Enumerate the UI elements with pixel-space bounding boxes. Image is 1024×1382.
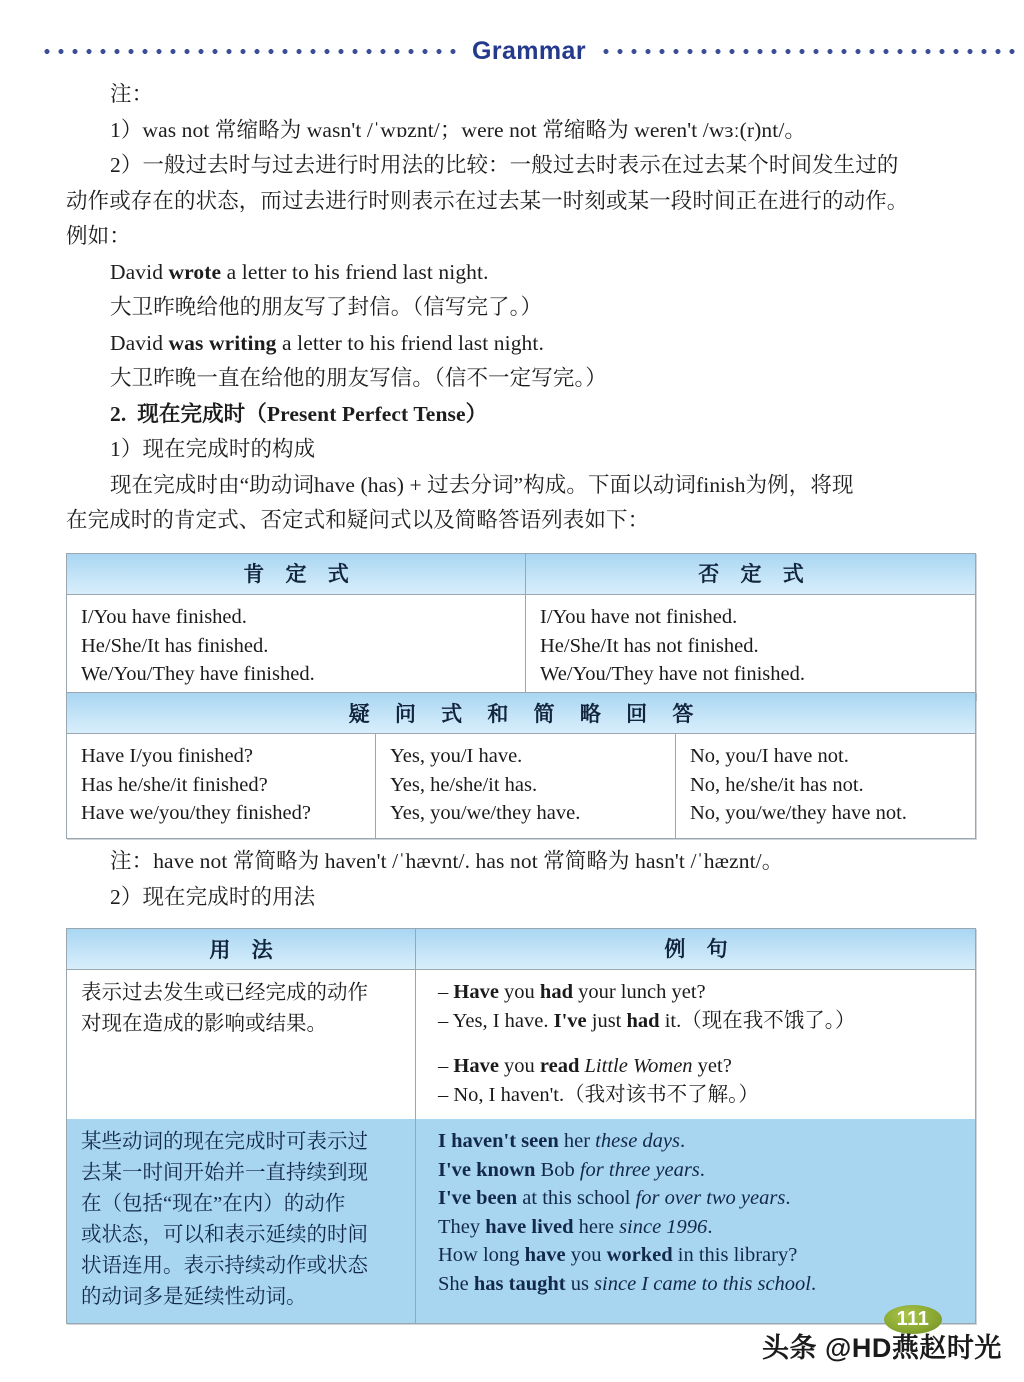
usage-line: 去某一时间开始并一直持续到现 [81, 1162, 368, 1184]
table-affirmative-negative [66, 553, 976, 700]
content-above-tables [66, 78, 978, 540]
note-item-2-line1: 2）一般过去时与过去进行时用法的比较：一般过去时表示在过去某个时间发生过的 [110, 153, 899, 177]
usage-line: 表示过去发生或已经完成的动作 [81, 982, 368, 1004]
list-item: No, you/we/they have not. [690, 802, 907, 824]
list-item: I've known Bob for three years. [438, 1158, 705, 1181]
cell-affirmative [67, 595, 525, 699]
list-item: I/You have finished. [81, 606, 247, 628]
example-2-chinese: 大卫昨晚一直在给他的朋友写信。（信不一定写完。） [110, 366, 607, 390]
usage-line: 在（包括“现在”在内）的动作 [81, 1193, 346, 1215]
cell-examples-1 [415, 970, 975, 1119]
list-item: No, he/she/it has not. [690, 773, 864, 796]
list-item: No, you/I have not. [690, 745, 849, 767]
cell-usage-1 [67, 970, 415, 1119]
subsection-2: 2）现在完成时的用法 [110, 884, 316, 909]
list-item: She has taught us since I came to this school. [438, 1272, 817, 1295]
example-1-verb: wrote [168, 259, 222, 284]
list-item: Yes, he/she/it has. [390, 773, 538, 796]
subsection-1-para-line2: 在完成时的肯定式、否定式和疑问式以及简略答语列表如下： [66, 508, 650, 532]
page-number-badge: 111 [884, 1305, 942, 1334]
example-2-verb: was writing [168, 330, 277, 355]
list-item: He/She/It has finished. [81, 634, 269, 657]
list-item: I/You have not finished. [540, 606, 738, 628]
example-1-chinese: 大卫昨晚给他的朋友写了封信。（信写完了。） [110, 295, 543, 319]
list-item: – Have you read Little Women yet? [438, 1055, 732, 1077]
page-header [0, 34, 1024, 68]
list-item: Have I/you finished? [81, 745, 253, 767]
list-item: – Yes, I have. I've just had it.（现在我不饿了。） [438, 1009, 856, 1032]
cell-usage-2 [67, 1119, 415, 1323]
example-2-post: a letter to his friend last night. [276, 330, 544, 355]
dotted-rule-icon [40, 48, 459, 55]
example-1-post: a letter to his friend last night. [221, 259, 489, 284]
example-block [438, 1052, 963, 1109]
column-header-examples: 例 句 [415, 929, 976, 969]
note-contraction: 注：have not 常简略为 haven't /ˈhævnt/. has not 常简略为 hasn't /ˈhæznt/。 [110, 849, 784, 873]
table-row [67, 970, 975, 1119]
table-questions-short-answers [66, 692, 976, 839]
example-block [438, 978, 963, 1035]
section-heading-chinese: 现在完成时 [137, 401, 246, 426]
list-item: They have lived here since 1996. [438, 1215, 713, 1238]
cell-questions [67, 734, 375, 838]
list-item: Has he/she/it finished? [81, 773, 268, 796]
section-heading-number: 2. [110, 401, 127, 426]
list-item: We/You/They have finished. [81, 663, 315, 685]
list-item: Have we/you/they finished? [81, 802, 311, 824]
example-2-english [66, 327, 978, 361]
column-header-usage: 用 法 [209, 938, 281, 962]
list-item: – No, I haven't.（我对该书不了解。） [438, 1083, 759, 1106]
list-item: He/She/It has not finished. [540, 634, 759, 657]
usage-line: 的动词多是延续性动词。 [81, 1286, 307, 1308]
watermark: 头条 @HD燕赵时光 [762, 1333, 1002, 1363]
usage-line: 状语连用。表示持续动作或状态 [81, 1255, 368, 1277]
cell-affirmative-answers [375, 734, 675, 838]
table-header-row [67, 554, 975, 595]
list-item: We/You/They have not finished. [540, 663, 806, 685]
cell-examples-2 [415, 1119, 975, 1323]
subsection-1-para-line1: 现在完成时由“助动词have (has) + 过去分词”构成。下面以动词finish为例，将现 [110, 472, 854, 497]
note-label: 注： [110, 82, 154, 106]
section-heading [66, 398, 978, 432]
cell-negative [525, 595, 975, 699]
section-heading-english: （Present Perfect Tense） [245, 401, 488, 426]
list-item: I've been at this school for over two years. [438, 1187, 791, 1209]
cell-negative-answers [675, 734, 975, 838]
table-header-row [67, 929, 975, 970]
subsection-1: 1）现在完成时的构成 [110, 437, 316, 461]
list-item: How long have you worked in this library? [438, 1244, 798, 1266]
table-usage-examples [66, 928, 976, 1324]
list-item: Yes, you/we/they have. [390, 802, 581, 824]
column-header-negative: 否 定 式 [525, 554, 976, 594]
list-item: Yes, you/I have. [390, 745, 523, 767]
list-item: I haven't seen her these days. [438, 1130, 686, 1152]
usage-line: 或状态，可以和表示延续的时间 [81, 1224, 368, 1246]
example-1-english [66, 256, 978, 290]
dotted-rule-icon [599, 48, 1018, 55]
note-item-2-line2: 动作或存在的状态，而过去进行时则表示在过去某一时刻或某一段时间正在进行的动作。 [66, 188, 909, 213]
table-row [67, 595, 975, 699]
list-item: – Have you had your lunch yet? [438, 981, 706, 1003]
example-1-pre: David [110, 259, 169, 284]
example-2-pre: David [110, 330, 169, 355]
note-item-2-line3: 例如： [66, 224, 131, 248]
column-header-questions: 疑 问 式 和 简 略 回 答 [348, 702, 704, 726]
note-item-1: 1）was not 常缩略为 wasn't /ˈwɒznt/；were not 常缩略为 weren't /wɜː(r)nt/。 [110, 117, 807, 142]
content-between-tables [66, 845, 978, 916]
page-title: Grammar [472, 36, 586, 65]
usage-line: 对现在造成的影响或结果。 [81, 1013, 327, 1035]
table-header-row [67, 693, 975, 734]
column-header-affirmative: 肯 定 式 [243, 562, 357, 586]
table-row [67, 734, 975, 838]
table-row-highlighted [67, 1119, 975, 1323]
usage-line: 某些动词的现在完成时可表示过 [81, 1131, 368, 1153]
